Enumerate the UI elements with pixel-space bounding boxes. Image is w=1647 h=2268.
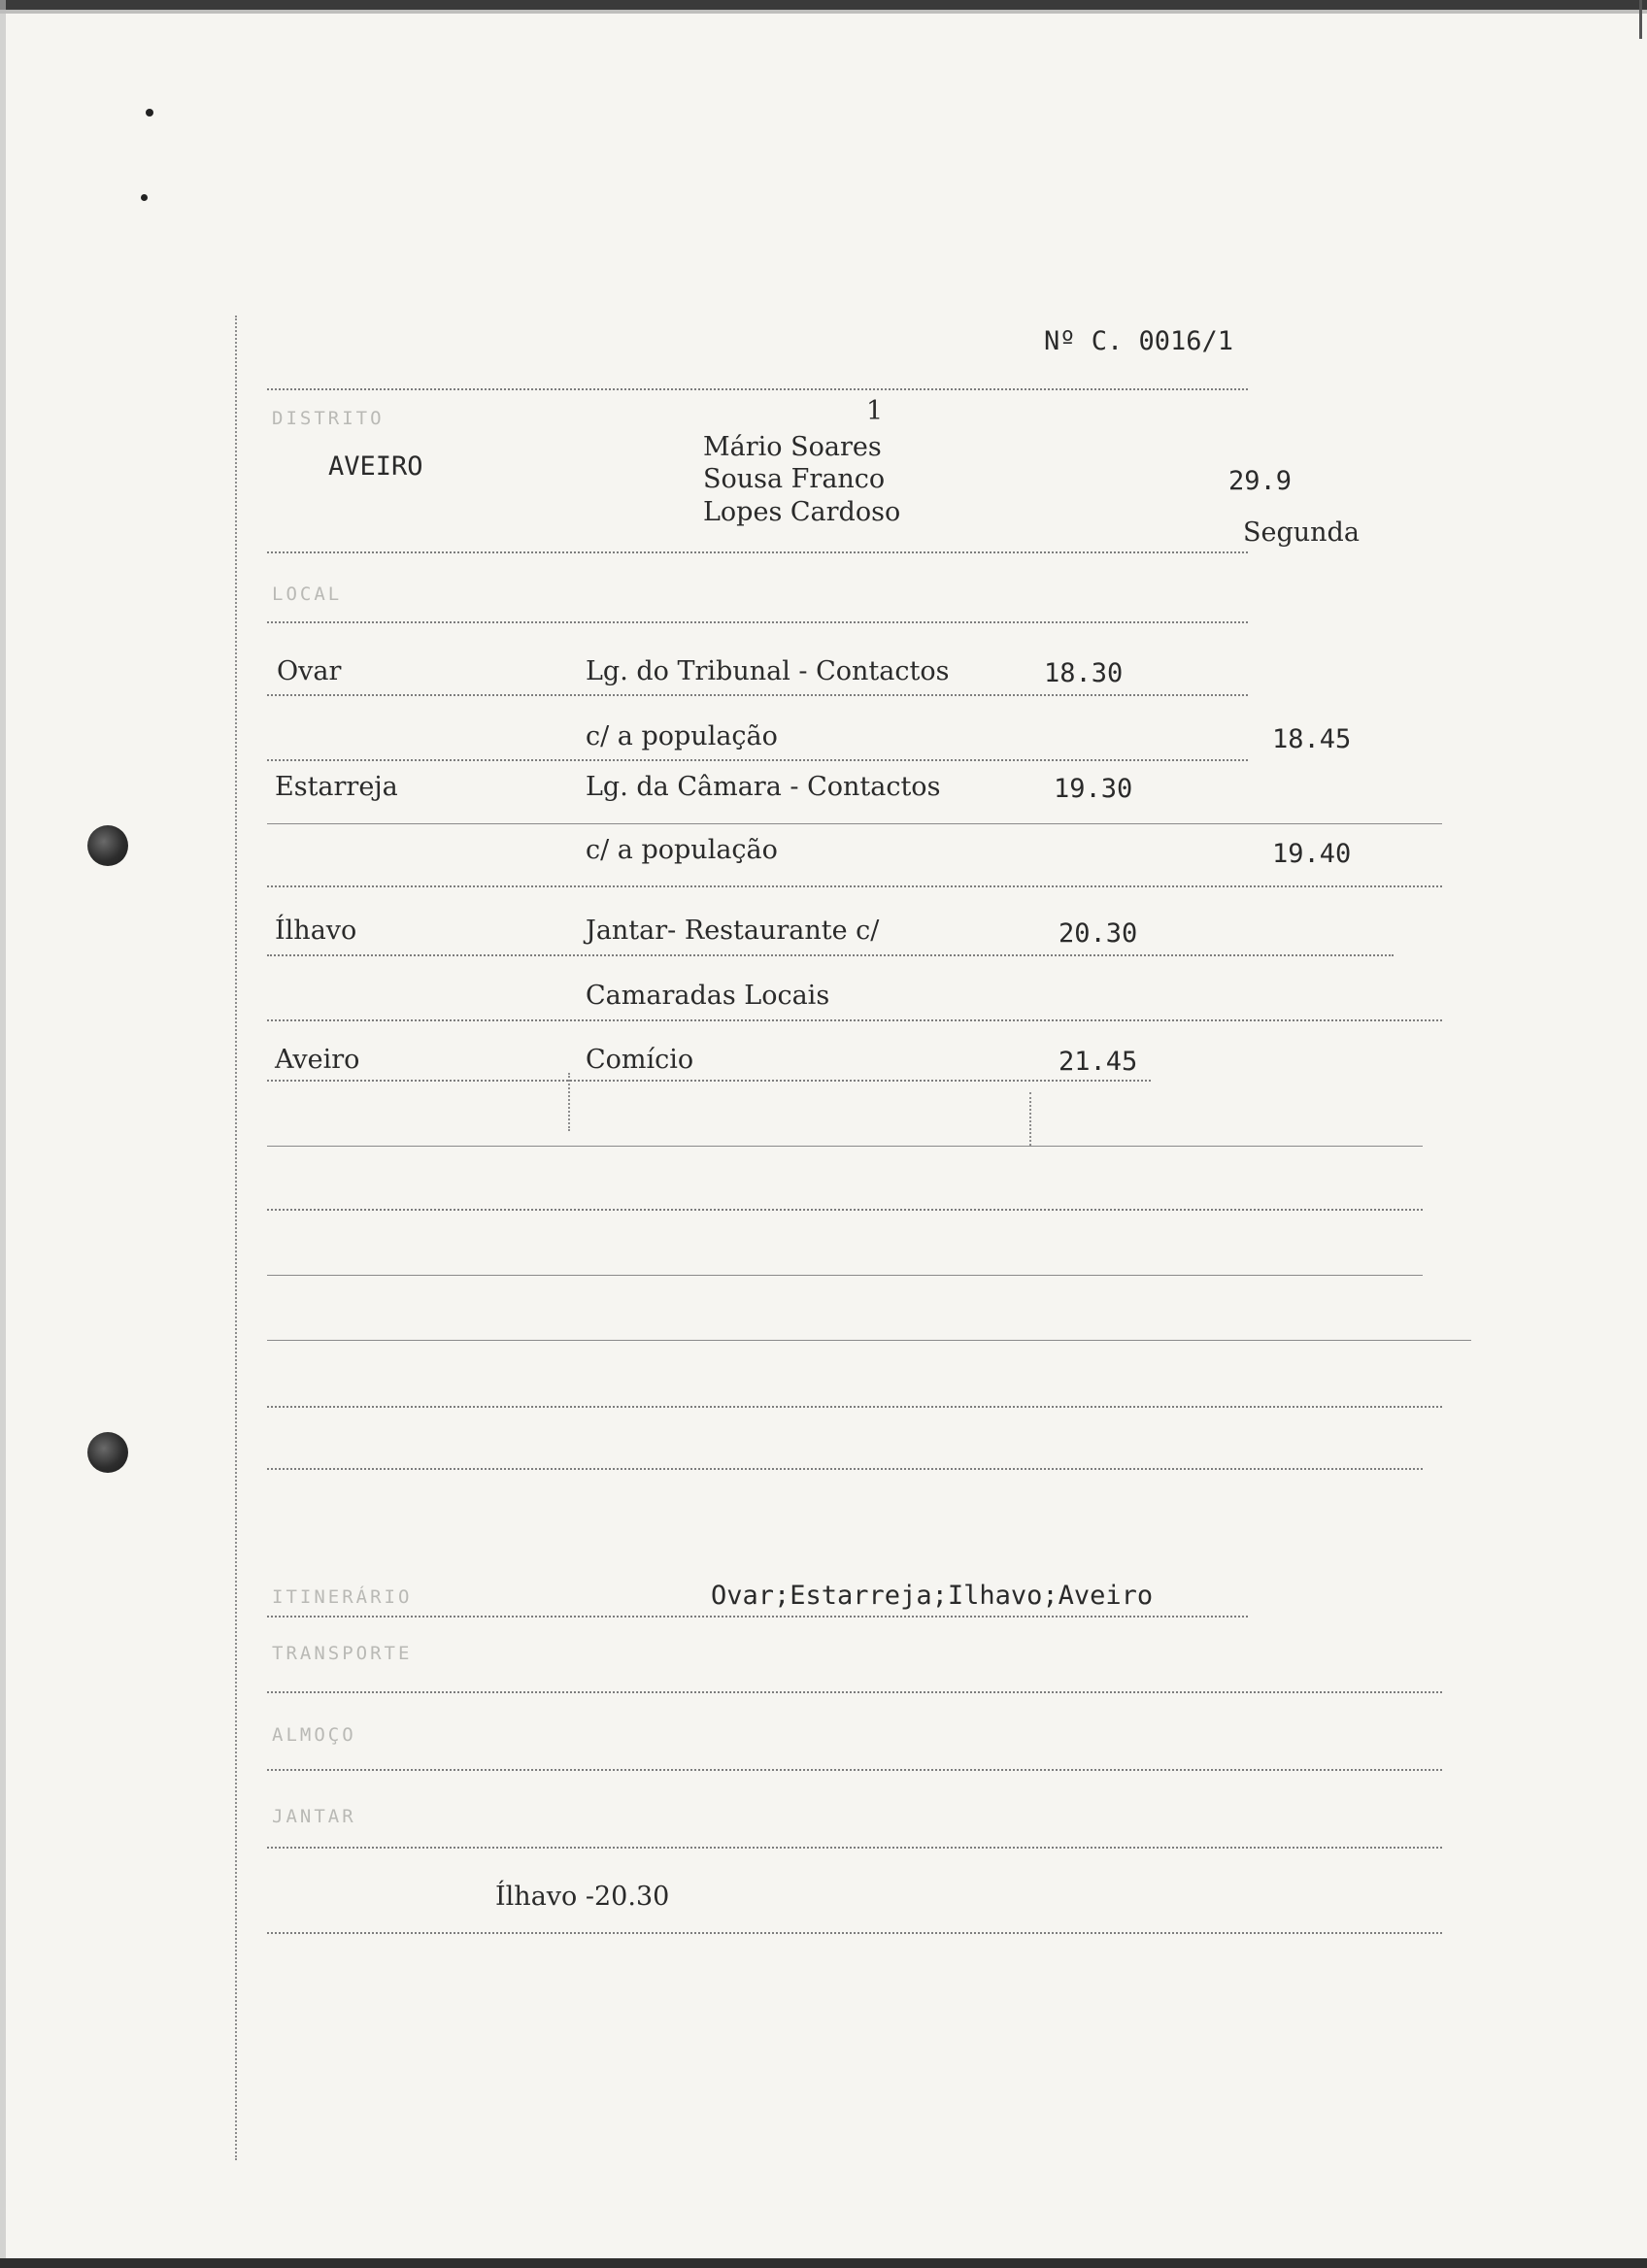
form-rule [267, 1616, 1248, 1618]
table-row-rule [267, 1146, 1423, 1147]
table-row-rule [267, 1468, 1423, 1470]
form-rule [267, 551, 1248, 553]
dinner-value: Ílhavo -20.30 [495, 1882, 670, 1912]
district-value: AVEIRO [328, 451, 423, 482]
row-4-place: Aveiro [275, 1045, 360, 1075]
itinerary-label: ITINERÁRIO [272, 1586, 413, 1608]
row-1-end-time: 18.45 [1272, 724, 1352, 754]
row-3-event: Jantar- Restaurante c/ [586, 916, 880, 946]
form-rule [267, 388, 1248, 390]
table-row-rule [267, 759, 1248, 761]
document-number: Nº C. 0016/1 [1044, 326, 1234, 356]
column-divider [568, 1073, 570, 1131]
table-row-rule [267, 1209, 1423, 1211]
form-rule [267, 1769, 1442, 1771]
form-rule [267, 1691, 1442, 1693]
table-row-rule [267, 1080, 1151, 1082]
row-1-time: 18.30 [1044, 658, 1124, 688]
row-1-event: Lg. do Tribunal - Contactos [586, 656, 950, 686]
table-row-rule [267, 1019, 1442, 1021]
participant-2: Sousa Franco [703, 464, 886, 494]
district-label: DISTRITO [272, 408, 385, 429]
form-margin-line [235, 316, 237, 2160]
scan-edge-bottom [0, 2258, 1647, 2268]
row-4-time: 21.45 [1059, 1047, 1138, 1077]
form-rule [267, 1847, 1442, 1849]
row-3-event-continued: Camaradas Locais [586, 981, 830, 1011]
row-3-place: Ílhavo [275, 916, 357, 946]
ink-speck [141, 194, 148, 201]
punch-hole-top [87, 825, 128, 866]
table-row-rule [267, 1340, 1471, 1341]
weekday: Segunda [1243, 517, 1360, 548]
row-4-event: Comício [586, 1045, 694, 1075]
scan-edge-top-shadow [0, 10, 1647, 14]
table-row-rule [267, 694, 1248, 696]
dinner-label: JANTAR [272, 1806, 356, 1827]
row-2-time: 19.30 [1054, 774, 1133, 804]
form-rule [267, 1932, 1442, 1934]
itinerary-value: Ovar;Estarreja;Ilhavo;Aveiro [711, 1581, 1154, 1611]
row-2-event-continued: c/ a população [586, 835, 778, 865]
column-divider [1029, 1092, 1031, 1146]
table-row-rule [267, 1406, 1442, 1408]
lunch-label: ALMOÇO [272, 1724, 356, 1746]
table-row-rule [267, 823, 1442, 824]
scan-edge-right [1639, 0, 1642, 39]
row-2-end-time: 19.40 [1272, 839, 1352, 869]
table-row-rule [267, 885, 1442, 887]
punch-hole-bottom [87, 1432, 128, 1473]
table-row-rule [267, 1275, 1423, 1276]
row-2-event: Lg. da Câmara - Contactos [586, 772, 941, 802]
form-rule [267, 621, 1248, 623]
scan-edge-left [0, 0, 6, 2268]
row-3-time: 20.30 [1059, 918, 1138, 949]
participant-3: Lopes Cardoso [703, 497, 901, 527]
date: 29.9 [1228, 466, 1293, 496]
row-2-place: Estarreja [275, 772, 398, 802]
row-1-event-continued: c/ a população [586, 721, 778, 751]
table-row-rule [267, 954, 1394, 956]
local-label: LOCAL [272, 584, 343, 605]
participant-1: Mário Soares [703, 432, 882, 462]
transport-label: TRANSPORTE [272, 1643, 413, 1664]
scan-edge-top [0, 0, 1647, 10]
ink-speck [146, 109, 153, 117]
row-1-place: Ovar [277, 656, 342, 686]
page-index: 1 [866, 396, 884, 426]
